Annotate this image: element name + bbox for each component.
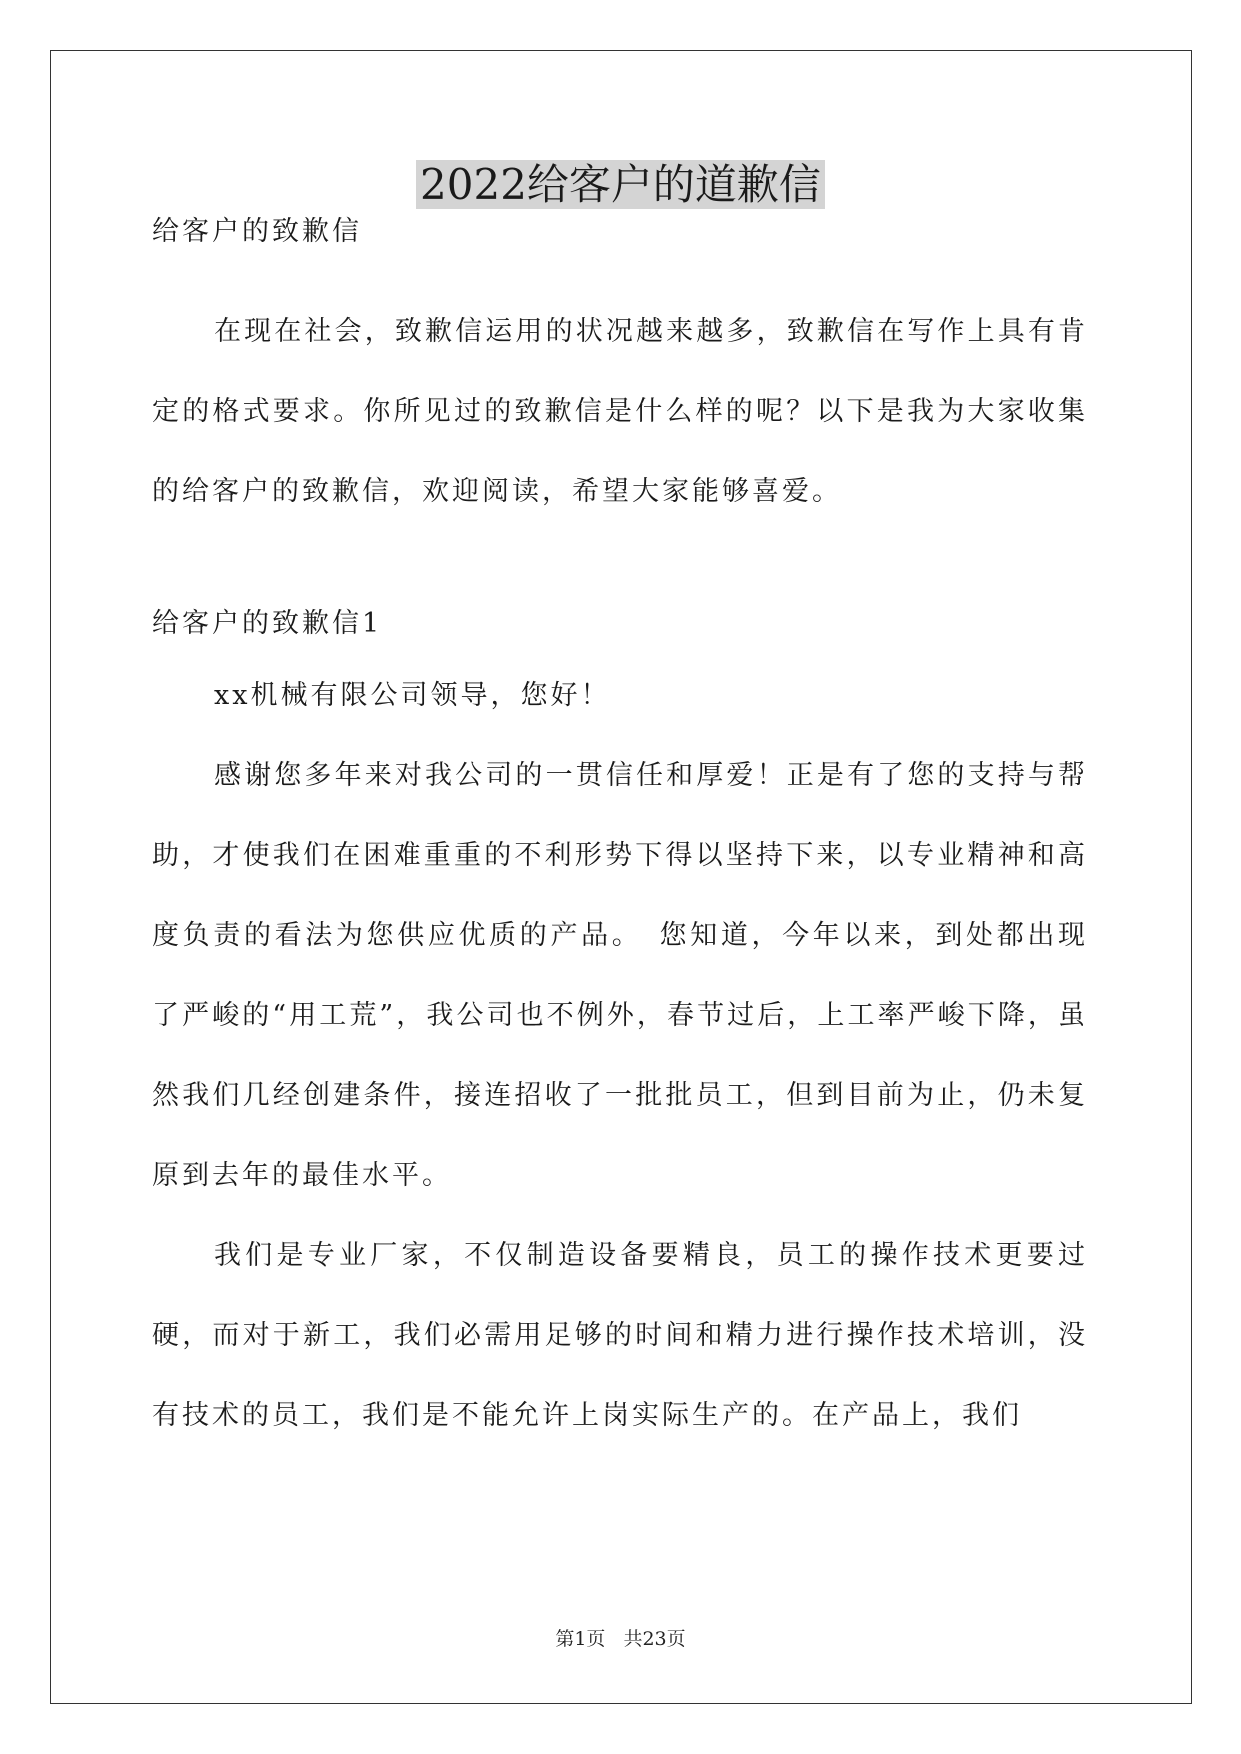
intro-paragraph: 在现在社会，致歉信运用的状况越来越多，致歉信在写作上具有肯定的格式要求。你所见过的致歉信是什么样的呢？以下是我为大家收集的给客户的致歉信，欢迎阅读，希望大家能够喜爱。 — [152, 316, 1088, 507]
letter-body — [152, 656, 1088, 1456]
salutation: xx机械有限公司领导，您好！ — [214, 680, 611, 711]
letter-heading: 给客户的致歉信1 — [152, 608, 383, 639]
page-total: 共23页 — [623, 1628, 686, 1650]
document-title — [0, 155, 1241, 215]
letter-paragraph: 我们是专业厂家，不仅制造设备要精良，员工的操作技术更要过硬，而对于新工，我们必需用足够的时间和精力进行操作技术培训，没有技术的员工，我们是不能允许上岗实际生产的。在产品上，我们 — [152, 1240, 1088, 1431]
letter-paragraph: 感谢您多年来对我公司的一贯信任和厚爱！正是有了您的支持与帮助，才使我们在困难重重的不利形势下得以坚持下来，以专业精神和高度负责的看法为您供应优质的产品。 您知道，今年以来，到处都出现了严峻的“用工荒”，我公司也不例外，春节过后，上工率严峻下降，虽然我们几经创建条件，接连招收了一批批员工，但到目前为止，仍未复原到去年的最佳水平。 — [152, 760, 1088, 1191]
page-footer — [0, 1624, 1241, 1651]
document-title-text: 2022给客户的道歉信 — [416, 160, 825, 209]
intro-block — [152, 292, 1088, 532]
page-number: 第1页 — [555, 1628, 606, 1650]
section-heading: 给客户的致歉信 — [152, 216, 362, 247]
